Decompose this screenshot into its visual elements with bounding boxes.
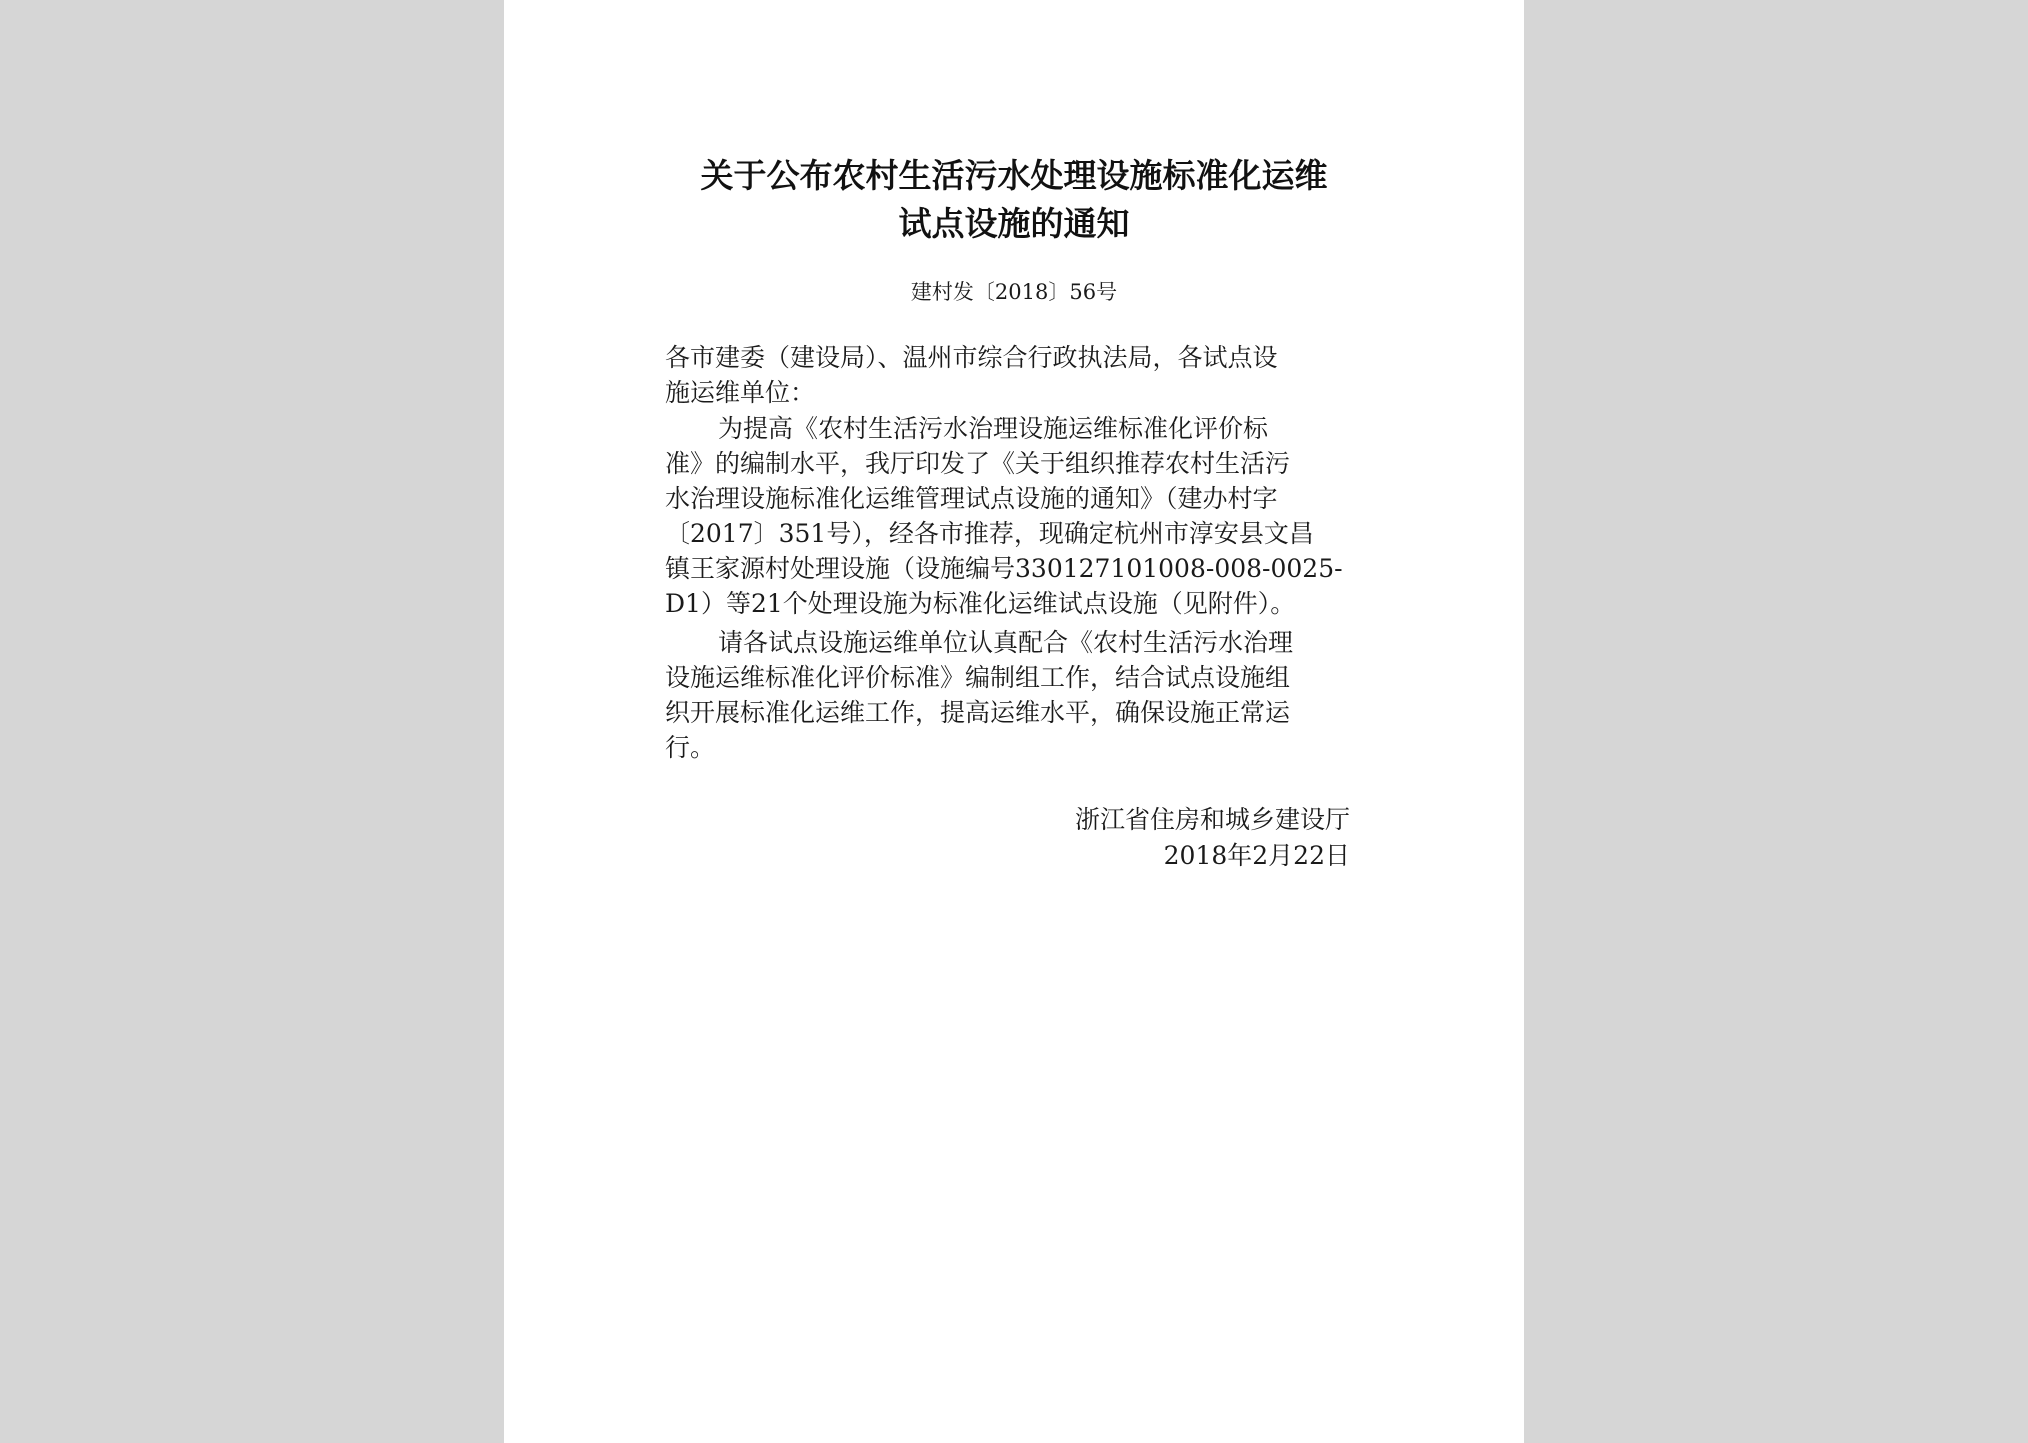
document-page xyxy=(504,0,1524,1443)
paragraph1-line-2: 准》的编制水平，我厅印发了《关于组织推荐农村生活污 xyxy=(665,449,1291,478)
paragraph1-line-3: 水治理设施标准化运维管理试点设施的通知》（建办村字 xyxy=(665,484,1278,513)
recipient-line-2: 施运维单位： xyxy=(665,378,816,407)
paragraph2-line-1: 请各试点设施运维单位认真配合《农村生活污水治理 xyxy=(718,628,1294,657)
paragraph2-line-4: 行。 xyxy=(665,733,716,762)
issue-date: 2018年2月22日 xyxy=(1163,841,1350,870)
document-title-line-1: 关于公布农村生活污水处理设施标准化运维 xyxy=(700,156,1328,195)
paragraph1-line-4: 〔2017〕351号），经各市推荐，现确定杭州市淳安县文昌 xyxy=(665,519,1314,548)
issuer-signature: 浙江省住房和城乡建设厅 xyxy=(1074,805,1350,834)
paragraph2-line-2: 设施运维标准化评价标准》编制组工作，结合试点设施组 xyxy=(665,663,1291,692)
paragraph1-line-1: 为提高《农村生活污水治理设施运维标准化评价标 xyxy=(718,414,1269,443)
recipient-line-1: 各市建委（建设局）、温州市综合行政执法局，各试点设 xyxy=(665,343,1278,372)
paragraph1-line-5: 镇王家源村处理设施（设施编号330127101008-008-0025- xyxy=(665,554,1343,583)
paragraph1-line-6: D1）等21个处理设施为标准化运维试点设施（见附件）。 xyxy=(665,589,1296,618)
paragraph2-line-3: 织开展标准化运维工作，提高运维水平，确保设施正常运 xyxy=(665,698,1291,727)
document-number: 建村发〔2018〕56号 xyxy=(910,280,1118,304)
document-title-line-2: 试点设施的通知 xyxy=(898,204,1130,243)
